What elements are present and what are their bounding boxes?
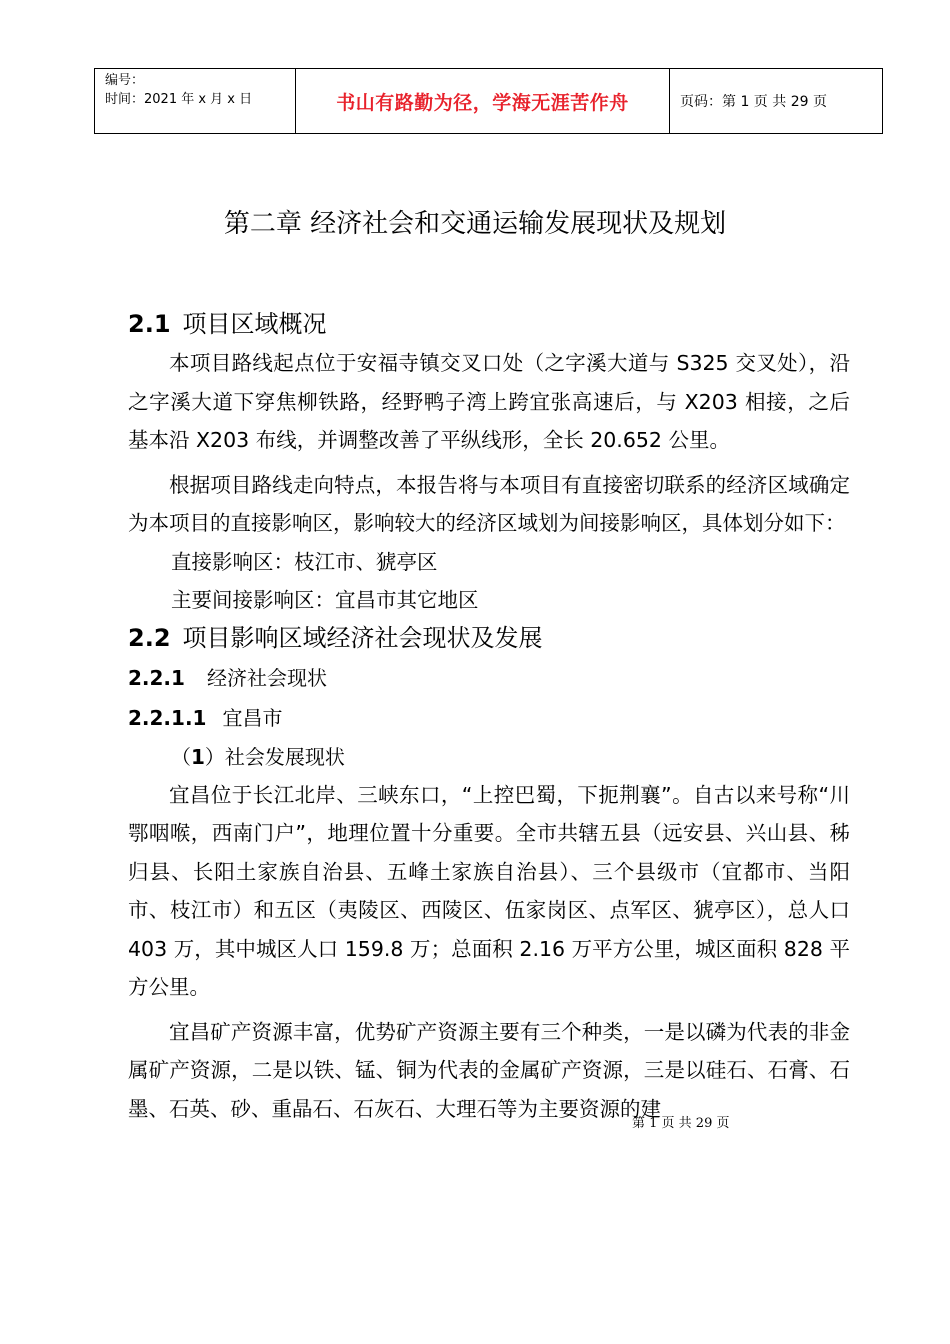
section-title: 项目影响区域经济社会现状及发展	[182, 623, 543, 652]
section-number: 2.2.1	[128, 665, 185, 690]
chapter-title: 第二章 经济社会和交通运输发展现状及规划	[223, 209, 727, 239]
header-meta-cell	[95, 69, 296, 133]
time-label: 时间：2021 年 x 月 x 日	[105, 92, 253, 107]
footer-page-number: 第 1 页 共 29 页	[632, 1116, 730, 1131]
subheading-social-development: （1）社会发展现状	[171, 744, 345, 769]
motto-text: 书山有路勤为径，学海无涯苦作舟	[336, 91, 629, 114]
section-heading-2-2-1-1	[128, 698, 850, 738]
section-heading-2-2	[128, 620, 850, 656]
number-label: 编号：	[105, 73, 145, 88]
sub-number: 1	[191, 744, 205, 769]
section-number: 2.1	[128, 310, 171, 338]
indirect-influence-line: 主要间接影响区：宜昌市其它地区	[171, 588, 479, 612]
direct-influence-line: 直接影响区：枝江市、猇亭区	[171, 549, 438, 574]
paragraph-route: 本项目路线起点位于安福寺镇交叉口处（之字溪大道与 S325 交叉处），沿之字溪大道下穿焦柳铁路，经野鸭子湾上跨宜张高速后，与 X203 相接，之后基本沿 X203 布线，并调整改善了平纵线形，全长 20.652 公里。	[128, 351, 850, 452]
header-motto-cell	[296, 69, 670, 133]
section-title: 经济社会现状	[206, 665, 327, 690]
section-heading-2-2-1	[128, 658, 850, 698]
section-title: 宜昌市	[222, 705, 283, 730]
paragraph-mineral-resources: 宜昌矿产资源丰富，优势矿产资源主要有三个种类，一是以磷为代表的非金属矿产资源，二是以铁、锰、铜为代表的金属矿产资源，三是以硅石、石膏、石墨、石英、砂、重晶石、石灰石、大理石等为主要资源的建	[128, 1019, 850, 1121]
paragraph-yichang-overview: 宜昌位于长江北岸、三峡东口，“上控巴蜀，下扼荆襄”。自古以来号称“川鄂咽喉，西南门户”，地理位置十分重要。全市共辖五县（远安县、兴山县、秭归县、长阳土家族自治县、五峰土家族自治县）、三个县级市（宜都市、当阳市、枝江市）和五区（夷陵区、西陵区、伍家岗区、点军区、猇亭区），总人口 403 万，其中城区人口 159.8 万；总面积 2.16 万平方公里，城区面积 828 平方公里。	[128, 782, 850, 999]
document-body	[128, 306, 850, 1128]
section-title: 项目区域概况	[182, 310, 327, 338]
section-number: 2.2	[128, 623, 171, 652]
header-page-cell	[670, 69, 882, 133]
document-header-table	[94, 68, 883, 134]
section-number: 2.2.1.1	[128, 705, 207, 730]
section-heading-2-1	[128, 306, 850, 342]
paragraph-influence: 根据项目路线走向特点，本报告将与本项目有直接密切联系的经济区域确定为本项目的直接影响区，影响较大的经济区域划为间接影响区，具体划分如下：	[128, 472, 850, 535]
page-info: 页码：第 1 页 共 29 页	[680, 94, 827, 110]
